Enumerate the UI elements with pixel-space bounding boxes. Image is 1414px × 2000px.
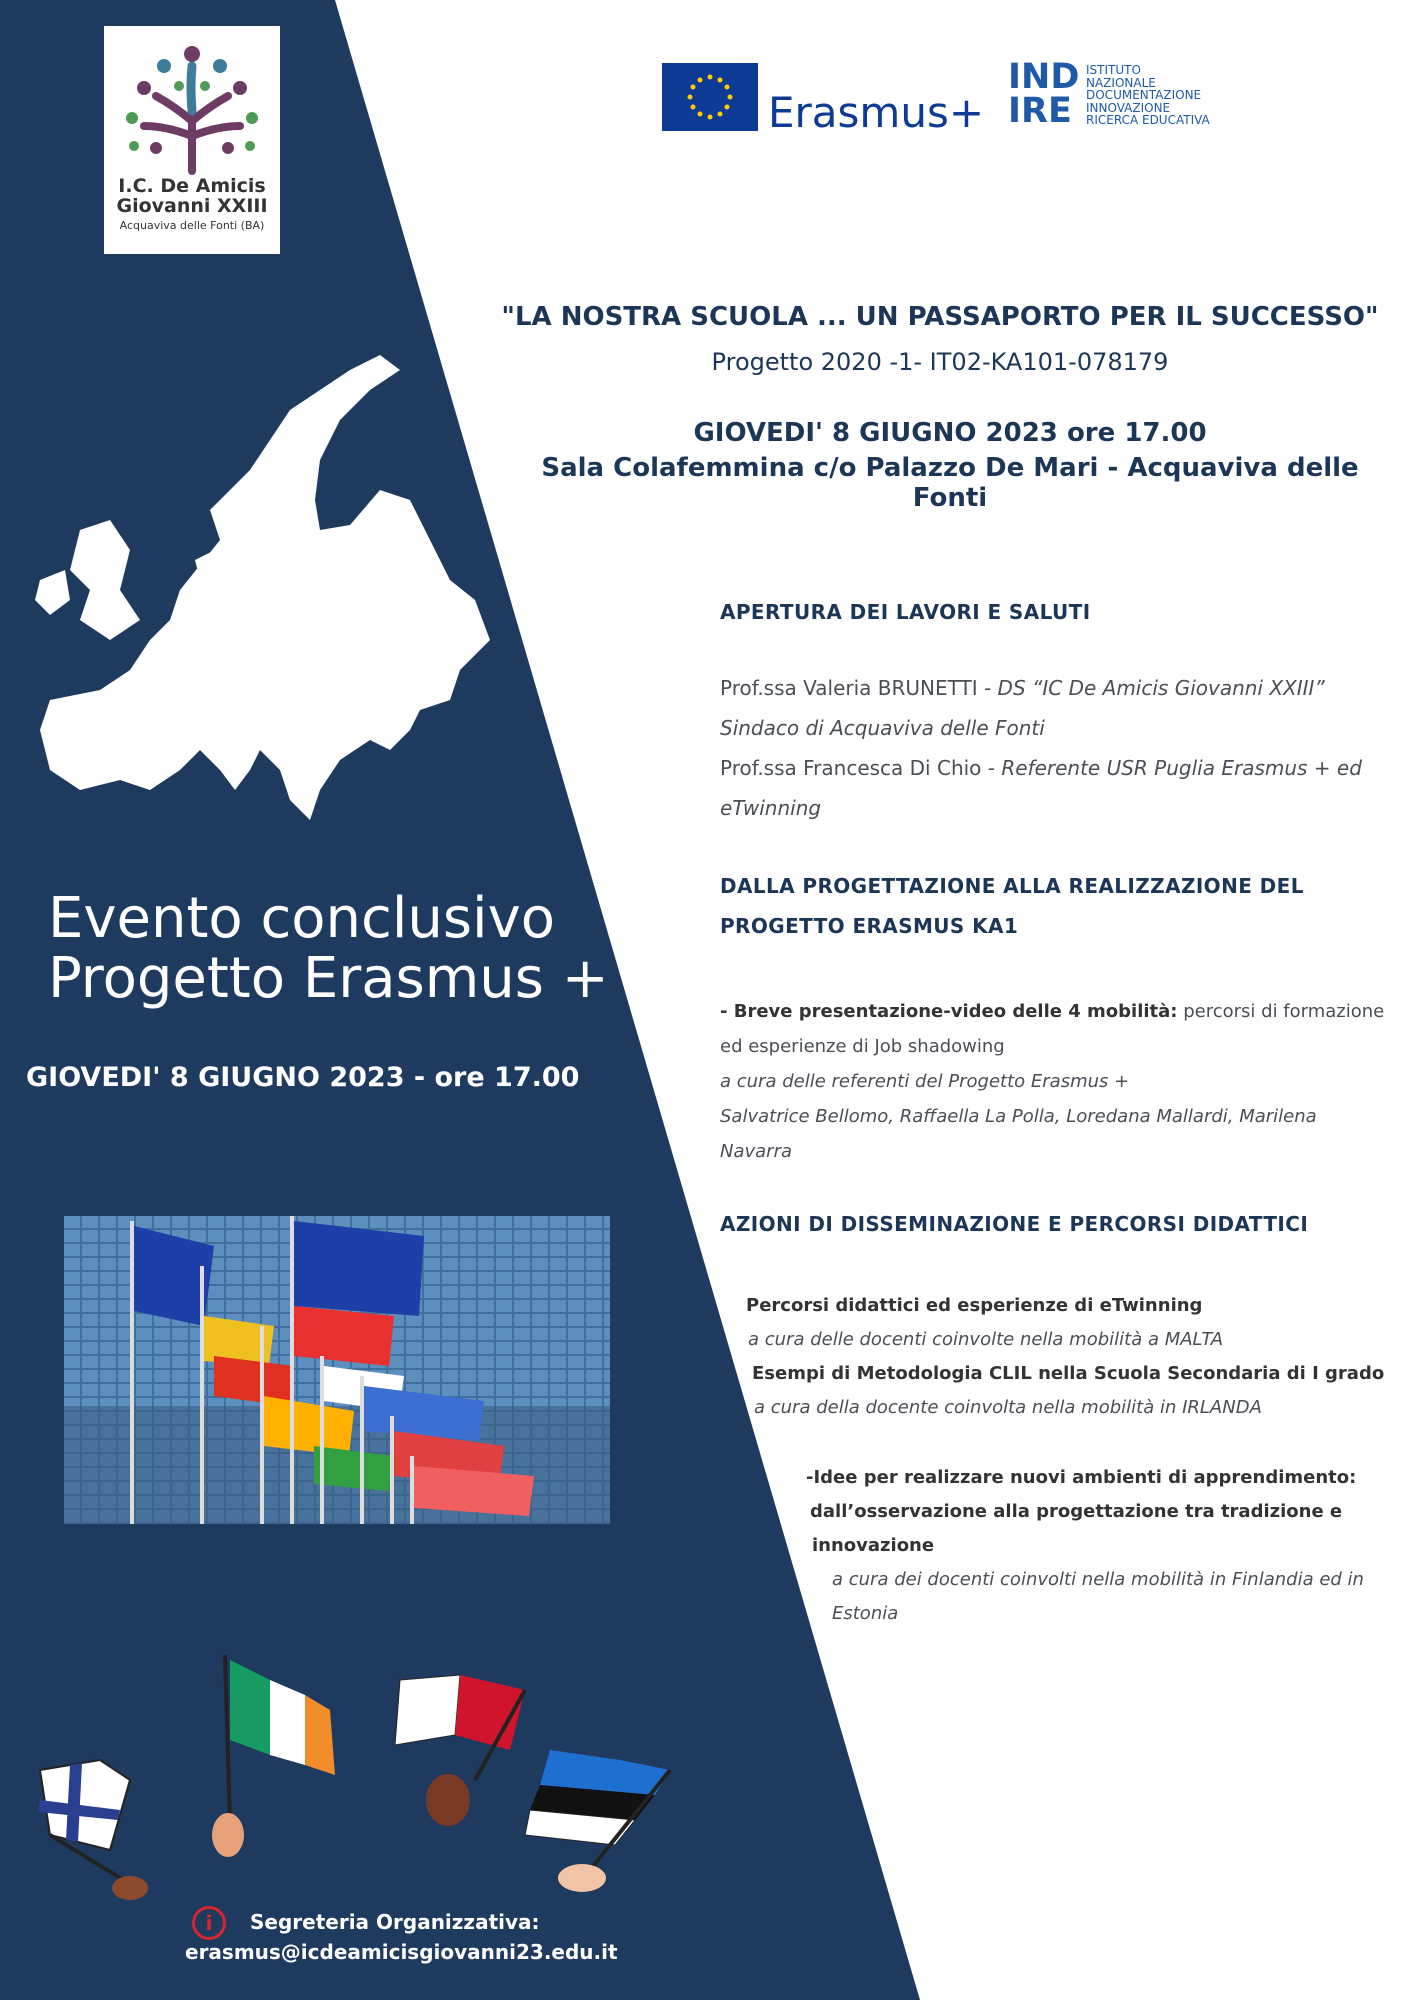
speaker-role: - Referente USR Puglia Erasmus + ed [981, 756, 1362, 780]
event-date: GIOVEDI' 8 GIUGNO 2023 ore 17.00 [693, 418, 1207, 448]
mobility-video-bold: - Breve presentazione-video delle 4 mobilità: [720, 1001, 1178, 1022]
item-ideas-2: dall’osservazione alla progettazione tra tradizione e [810, 1501, 1343, 1522]
speaker-brunetti [720, 674, 1325, 702]
indire-line: DOCUMENTAZIONE [1086, 88, 1202, 102]
item-clil: Esempi di Metodologia CLIL nella Scuola Secondaria di I grado [752, 1363, 1385, 1384]
item-clil-sub: a cura della docente coinvolta nella mobilità in IRLANDA [754, 1397, 1262, 1418]
curated-by-erasmus: a cura delle referenti del Progetto Erasmus + [720, 1071, 1130, 1092]
section-heading-dissemination: AZIONI DI DISSEMINAZIONE E PERCORSI DIDATTICI [720, 1212, 1309, 1236]
mobility-video-line [720, 1000, 1384, 1024]
mobility-video-line-2: ed esperienze di Job shadowing [720, 1036, 1005, 1057]
school-logo [104, 26, 280, 254]
speaker-name: Prof.ssa Valeria BRUNETTI [720, 676, 978, 700]
indire-description [1086, 64, 1210, 127]
indire-line: INNOVAZIONE [1086, 100, 1171, 115]
logo-line-2: Giovanni XXIII [116, 195, 268, 217]
event-date-left: GIOVEDI' 8 GIUGNO 2023 - ore 17.00 [26, 1062, 580, 1093]
item-etwinning: Percorsi didattici ed esperienze di eTwinning [746, 1295, 1203, 1316]
estonia-flag-icon [525, 1750, 670, 1892]
waving-flags-illustration [30, 1650, 710, 1910]
item-ideas: -Idee per realizzare nuovi ambienti di apprendimento: [806, 1467, 1357, 1488]
indire-logo [1008, 57, 1080, 131]
indire-short-1: IND [1008, 57, 1080, 97]
eu-flags-photo [64, 1216, 610, 1524]
section-heading-design-a: DALLA PROGETTAZIONE ALLA REALIZZAZIONE DEL [720, 874, 1304, 898]
speaker-role: - DS “IC De Amicis Giovanni XXIII” [977, 676, 1325, 700]
footer-email[interactable]: erasmus@icdeamicisgiovanni23.edu.it [185, 1940, 618, 1964]
finland-flag-icon [38, 1760, 148, 1900]
indire-short-2: IRE [1008, 91, 1072, 131]
referent-names: Salvatrice Bellomo, Raffaella La Polla, Loredana Mallardi, Marilena [720, 1106, 1317, 1127]
speaker-mayor: Sindaco di Acquaviva delle Fonti [720, 716, 1045, 740]
item-ideas-sub: a cura dei docenti coinvolti nella mobilità in Finlandia ed in [832, 1569, 1364, 1590]
indire-line: RICERCA EDUCATIVA [1086, 113, 1210, 127]
event-heading-line-1: Evento conclusivo [48, 886, 556, 951]
speaker-role-cont: eTwinning [720, 796, 822, 820]
event-title: "LA NOSTRA SCUOLA ... UN PASSAPORTO PER IL SUCCESSO" [501, 302, 1379, 332]
item-etwinning-sub: a cura delle docenti coinvolte nella mobilità a MALTA [748, 1329, 1224, 1350]
item-ideas-3: innovazione [812, 1535, 935, 1556]
erasmus-plus-logo: Erasmus+ [768, 88, 985, 137]
event-venue: Sala Colafemmina c/o Palazzo De Mari - Acquaviva delle Fonti [541, 453, 1359, 513]
speaker-name: Prof.ssa Francesca Di Chio [720, 756, 982, 780]
eu-flag-icon [662, 63, 758, 131]
info-icon: i [192, 1906, 226, 1940]
event-heading-line-2: Progetto Erasmus + [48, 946, 609, 1011]
speaker-di-chio [720, 754, 1362, 782]
project-code: Progetto 2020 -1- IT02-KA101-078179 [711, 348, 1169, 376]
section-heading-design-b: PROGETTO ERASMUS KA1 [720, 914, 1019, 938]
indire-line: NAZIONALE [1086, 75, 1156, 90]
indire-line: ISTITUTO [1086, 63, 1141, 77]
referent-names-cont: Navarra [720, 1141, 793, 1162]
footer-label: Segreteria Organizzativa: [250, 1910, 540, 1934]
malta-flag-icon [395, 1675, 525, 1826]
tree-logo-icon [104, 26, 280, 176]
europe-map-icon [20, 350, 490, 820]
logo-line-3: Acquaviva delle Fonti (BA) [119, 219, 265, 232]
logo-line-1: I.C. De Amicis [118, 175, 266, 197]
section-heading-opening: APERTURA DEI LAVORI E SALUTI [720, 600, 1091, 624]
item-ideas-sub-2: Estonia [832, 1603, 899, 1624]
mobility-video-rest: percorsi di formazione [1177, 1001, 1385, 1022]
ireland-flag-icon [212, 1655, 335, 1857]
